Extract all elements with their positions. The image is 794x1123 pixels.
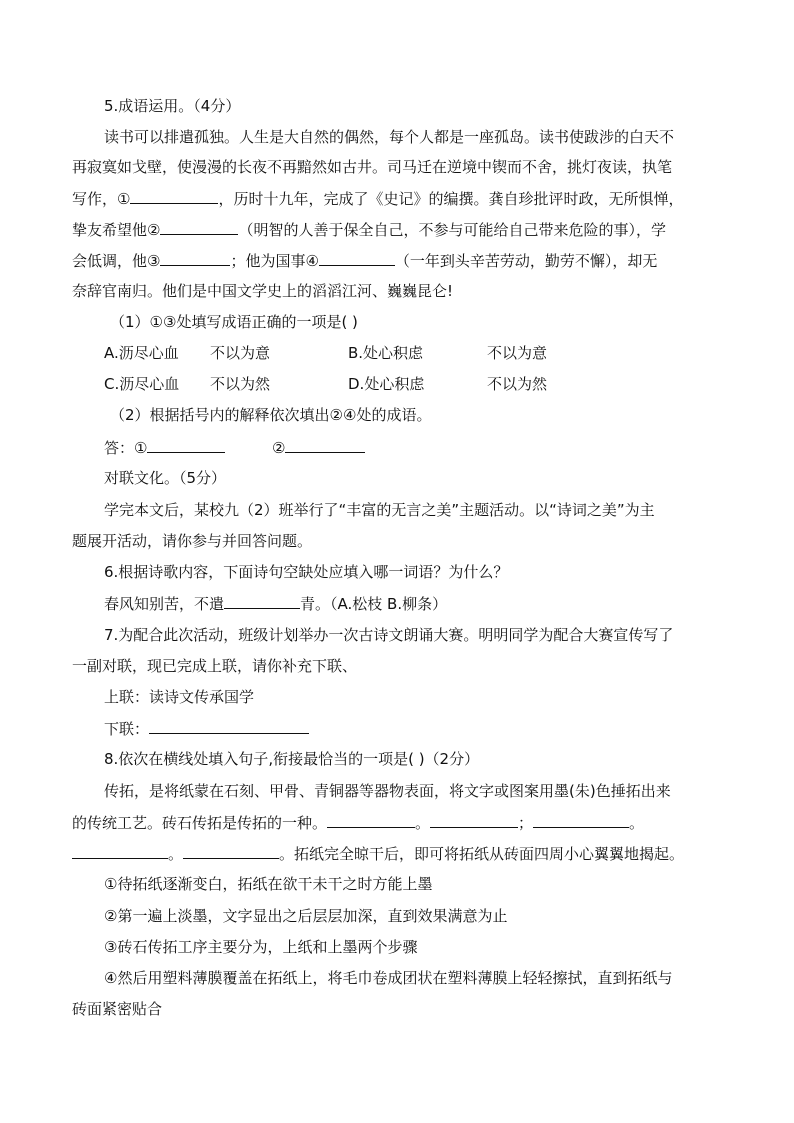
- q5-paragraph-line: 奈辞官南归。他们是中国文学史上的滔滔江河、巍巍昆仑!: [72, 282, 454, 300]
- q5-text: ，历时十九年，完成了《史记》的编撰。龚自珍批评时政，无所惧惮，: [218, 190, 684, 208]
- q8-punct: 。: [415, 814, 431, 832]
- q5-paragraph-line: [72, 218, 666, 241]
- option-c[interactable]: C.沥尽心血: [104, 375, 180, 393]
- q5-paragraph-line: 读书可以排遣孤独。人生是大自然的偶然，每个人都是一座孤岛。读书使跋涉的白天不: [104, 128, 675, 146]
- q8-sentence-4-cont: 砖面紧密贴合: [72, 1000, 163, 1018]
- q8-punct: 。: [629, 814, 645, 832]
- answer-blank-11[interactable]: [533, 811, 629, 828]
- q8-punct: ；: [518, 814, 534, 832]
- q5-answer-line: [104, 436, 225, 459]
- q8-paragraph-line: [72, 811, 644, 834]
- q8-sentence-2: ②第一遍上淡墨，文字显出之后层层加深，直到效果满意为止: [104, 907, 508, 925]
- q8-sentence-1: ①待拓纸逐渐变白，拓纸在欲干未干之时方能上墨: [104, 875, 433, 893]
- option-a-second: 不以为意: [210, 344, 271, 362]
- answer-label: 答：①: [104, 439, 148, 457]
- option-c-second: 不以为然: [210, 375, 271, 393]
- q7-title-line: 一副对联，现已完成上联，请你补充下联、: [72, 657, 358, 675]
- q6-poem-line: [104, 592, 447, 615]
- q5-sub2: （2）根据括号内的解释依次填出②④处的成语。: [110, 406, 432, 424]
- q5-text: （明智的人善于保全自己，不参与可能给自己带来危险的事），学: [238, 221, 666, 239]
- answer-blank-2[interactable]: [160, 218, 238, 235]
- q6-text: 春风知别苦，不遣: [104, 595, 225, 613]
- q5-text: ；他为国事④: [230, 252, 319, 270]
- answer-blank-8[interactable]: [149, 717, 309, 734]
- answer-blank-7[interactable]: [224, 592, 300, 609]
- q8-text: 。拓纸完全晾干后，即可将拓纸从砖面四周小心翼翼地揭起。: [279, 845, 685, 863]
- q7-title-line: 7.为配合此次活动，班级计划举办一次古诗文朗诵大赛。明明同学为配合大赛宣传写了: [104, 626, 674, 644]
- answer-blank-13[interactable]: [183, 842, 279, 859]
- answer-blank-5[interactable]: [147, 436, 225, 453]
- q5-text: （一年到头辛苦劳动，勤劳不懈），却无: [394, 252, 658, 270]
- q8-sentence-3: ③砖石传拓工序主要分为，上纸和上墨两个步骤: [104, 938, 418, 956]
- option-a[interactable]: A.沥尽心血: [104, 344, 179, 362]
- q5-paragraph-line: 再寂寞如戈壁，使漫漫的长夜不再黯然如古井。司马迁在逆境中锲而不舍，挑灯夜读，执笔: [72, 158, 673, 176]
- option-b[interactable]: B.处心积虑: [348, 344, 424, 362]
- couplet-intro-line: 学完本文后，某校九（2）班举行了“丰富的无言之美”主题活动。以“诗词之美”为主: [104, 501, 655, 519]
- answer-blank-12[interactable]: [72, 842, 168, 859]
- couplet-title: 对联文化。（5分）: [104, 469, 227, 487]
- q5-text: 挚友希望他②: [72, 221, 161, 239]
- lower-couplet-label: 下联：: [104, 720, 150, 738]
- q8-paragraph-line: 传拓，是将纸蒙在石刻、甲骨、青铜器等器物表面，将文字或图案用墨(朱)色捶拓出来: [104, 782, 671, 800]
- answer-blank-4[interactable]: [319, 249, 395, 266]
- option-d[interactable]: D.处心积虑: [348, 375, 425, 393]
- answer-blank-3[interactable]: [160, 249, 230, 266]
- q5-sub1: （1）①③处填写成语正确的一项是( ): [110, 313, 358, 331]
- answer-blank-6[interactable]: [285, 436, 365, 453]
- couplet-intro-line: 题展开活动，请你参与并回答问题。: [72, 532, 313, 550]
- q5-title: 5.成语运用。（4分）: [104, 97, 241, 115]
- q6-title: 6.根据诗歌内容，下面诗句空缺处应填入哪一词语？为什么？: [104, 563, 509, 581]
- q8-text: 的传统工艺。砖石传拓是传拓的一种。: [72, 814, 328, 832]
- answer-blank-10[interactable]: [430, 811, 518, 828]
- option-d-second: 不以为然: [487, 375, 548, 393]
- q8-punct: 。: [168, 845, 184, 863]
- answer-blank-9[interactable]: [327, 811, 415, 828]
- q6-text: 青。（A.松枝 B.柳条）: [300, 595, 448, 613]
- q8-title: 8.依次在横线处填入句子,衔接最恰当的一项是( )（2分）: [104, 750, 480, 768]
- q5-text: 写作，①: [72, 190, 131, 208]
- answer-label: ②: [272, 439, 286, 457]
- q5-text: 会低调，他③: [72, 252, 161, 270]
- lower-couplet-line: [104, 717, 309, 740]
- q5-answer-line: [272, 436, 365, 459]
- q8-paragraph-line: [72, 842, 684, 865]
- q8-sentence-4: ④然后用塑料薄膜覆盖在拓纸上，将毛巾卷成团状在塑料薄膜上轻轻擦拭，直到拓纸与: [104, 969, 673, 987]
- option-b-second: 不以为意: [487, 344, 548, 362]
- q5-paragraph-line: [72, 187, 683, 210]
- upper-couplet: 上联：读诗文传承国学: [104, 688, 255, 706]
- q5-paragraph-line: [72, 249, 657, 272]
- answer-blank-1[interactable]: [130, 187, 218, 204]
